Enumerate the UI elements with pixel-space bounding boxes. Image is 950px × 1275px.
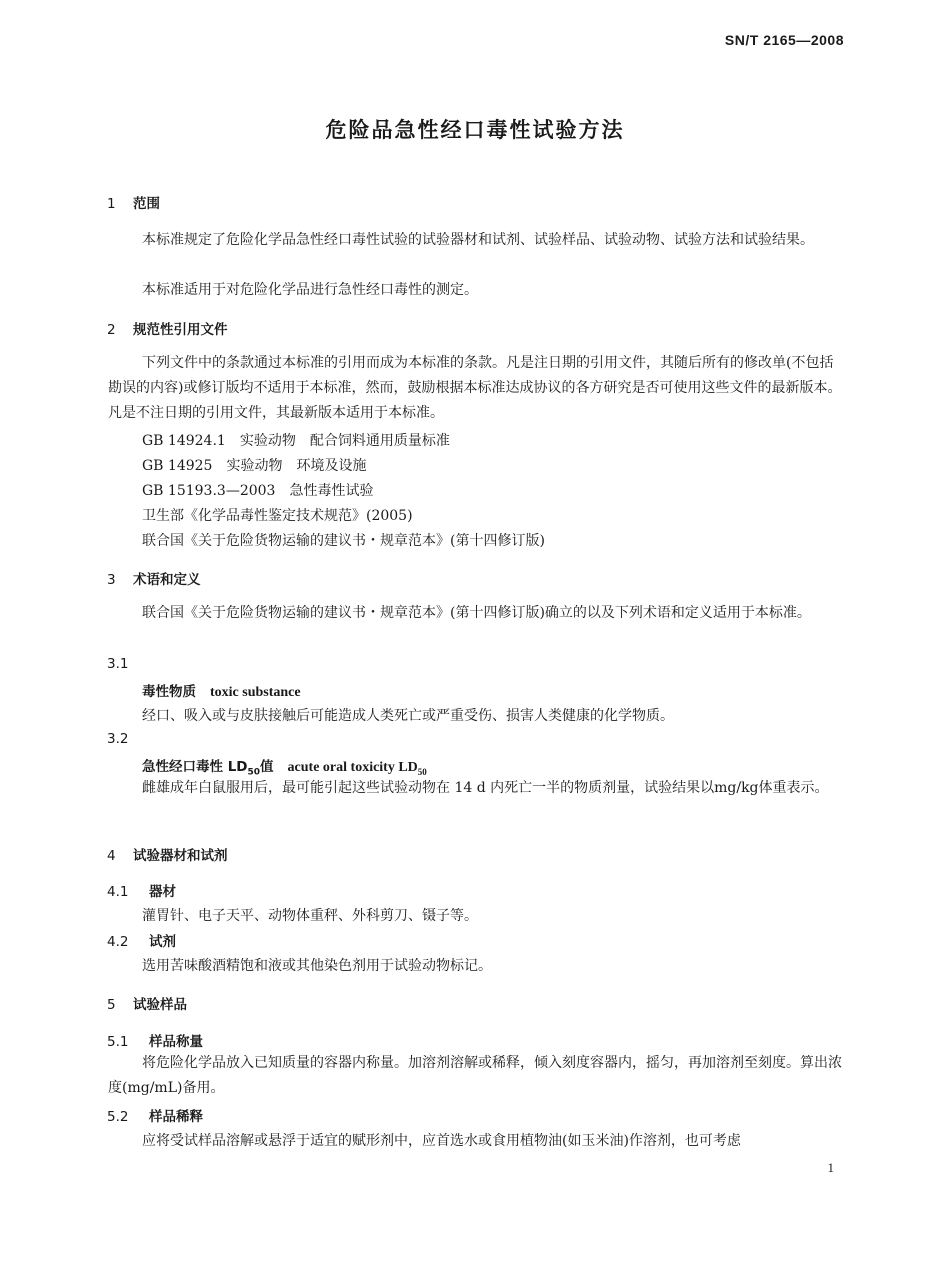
section-title: 规范性引用文件 — [133, 322, 228, 338]
subsection-5-2-heading — [107, 1105, 203, 1125]
section-number: 4 — [107, 848, 116, 864]
section-1-paragraph-2: 本标准适用于对危险化学品进行急性经口毒性的测定。 — [142, 282, 478, 298]
section-number: 5 — [107, 997, 116, 1013]
subsection-number: 4.1 — [107, 884, 129, 900]
normative-reference-1: GB 14924.1 实验动物 配合饲料通用质量标准 — [142, 433, 450, 449]
term-3-2-title — [142, 755, 427, 778]
section-title: 范围 — [133, 196, 160, 212]
term-english: acute oral toxicity $LD_{50}$ — [287, 760, 427, 777]
subsection-4-2-heading — [107, 930, 176, 950]
subsection-5-1-text: 将危险化学品放入已知质量的容器内称量。加溶剂溶解或稀释，倾入刻度容器内，摇匀，再加溶剂至刻度。算出浓度(mg/mL)备用。 — [108, 1055, 842, 1096]
term-chinese: 毒性物质 — [142, 684, 196, 700]
section-4-heading — [107, 844, 228, 864]
section-1-heading — [107, 192, 160, 212]
term-3-1-number: 3.1 — [107, 656, 129, 672]
normative-reference-3: GB 15193.3—2003 急性毒性试验 — [142, 483, 374, 499]
standard-number: SN/T 2165—2008 — [724, 32, 844, 48]
term-chinese: 急性经口毒性 $LD_{50}$值 — [142, 759, 274, 778]
document-title: 危险品急性经口毒性试验方法 — [325, 118, 625, 142]
section-title: 试验器材和试剂 — [133, 848, 228, 864]
section-3-paragraph-1: 联合国《关于危险货物运输的建议书・规章范本》(第十四修订版)确立的以及下列术语和定义适用于本标准。 — [142, 605, 811, 621]
section-2-heading — [107, 318, 228, 338]
term-3-1-title — [142, 680, 301, 701]
subsection-4-1-heading — [107, 880, 176, 900]
subsection-number: 5.2 — [107, 1109, 129, 1125]
subsection-4-1-text: 灌胃针、电子天平、动物体重秤、外科剪刀、镊子等。 — [142, 908, 478, 924]
normative-reference-2: GB 14925 实验动物 环境及设施 — [142, 458, 367, 474]
term-3-2-number: 3.2 — [107, 731, 129, 747]
section-number: 2 — [107, 322, 116, 338]
subsection-title: 样品稀释 — [149, 1109, 203, 1125]
normative-reference-5: 联合国《关于危险货物运输的建议书・规章范本》(第十四修订版) — [142, 533, 545, 549]
term-3-2-definition: 雌雄成年白鼠服用后，最可能引起这些试验动物在 14 d 内死亡一半的物质剂量，试验结果以mg/kg体重表示。 — [142, 780, 829, 796]
subsection-5-2-text: 应将受试样品溶解或悬浮于适宜的赋形剂中，应首选水或食用植物油(如玉米油)作溶剂，也可考虑 — [142, 1133, 741, 1149]
section-number: 1 — [107, 196, 116, 212]
term-3-1-definition: 经口、吸入或与皮肤接触后可能造成人类死亡或严重受伤、损害人类健康的化学物质。 — [142, 708, 674, 724]
subsection-title: 样品称量 — [149, 1034, 203, 1050]
subsection-5-1-heading — [107, 1030, 203, 1050]
subsection-title: 器材 — [149, 884, 176, 900]
term-english: toxic substance — [210, 685, 301, 700]
section-5-heading — [107, 993, 187, 1013]
subsection-4-2-text: 选用苦味酸酒精饱和液或其他染色剂用于试验动物标记。 — [142, 958, 492, 974]
subsection-number: 5.1 — [107, 1034, 129, 1050]
section-2-paragraph-1: 下列文件中的条款通过本标准的引用而成为本标准的条款。凡是注日期的引用文件，其随后所有的修改单(不包括勘误的内容)或修订版均不适用于本标准，然而，鼓励根据本标准达成协议的各方研究是否可使用这些文件的最新版本。凡是不注日期的引用文件，其最新版本适用于本标准。 — [108, 355, 842, 421]
section-1-paragraph-1: 本标准规定了危险化学品急性经口毒性试验的试验器材和试剂、试验样品、试验动物、试验方法和试验结果。 — [142, 232, 814, 248]
subsection-number: 4.2 — [107, 934, 129, 950]
section-number: 3 — [107, 572, 116, 588]
subsection-title: 试剂 — [149, 934, 176, 950]
section-title: 试验样品 — [133, 997, 187, 1013]
normative-reference-4: 卫生部《化学品毒性鉴定技术规范》(2005) — [142, 508, 413, 524]
section-title: 术语和定义 — [133, 572, 201, 588]
section-3-heading — [107, 568, 201, 588]
page-number: 1 — [827, 1160, 834, 1175]
